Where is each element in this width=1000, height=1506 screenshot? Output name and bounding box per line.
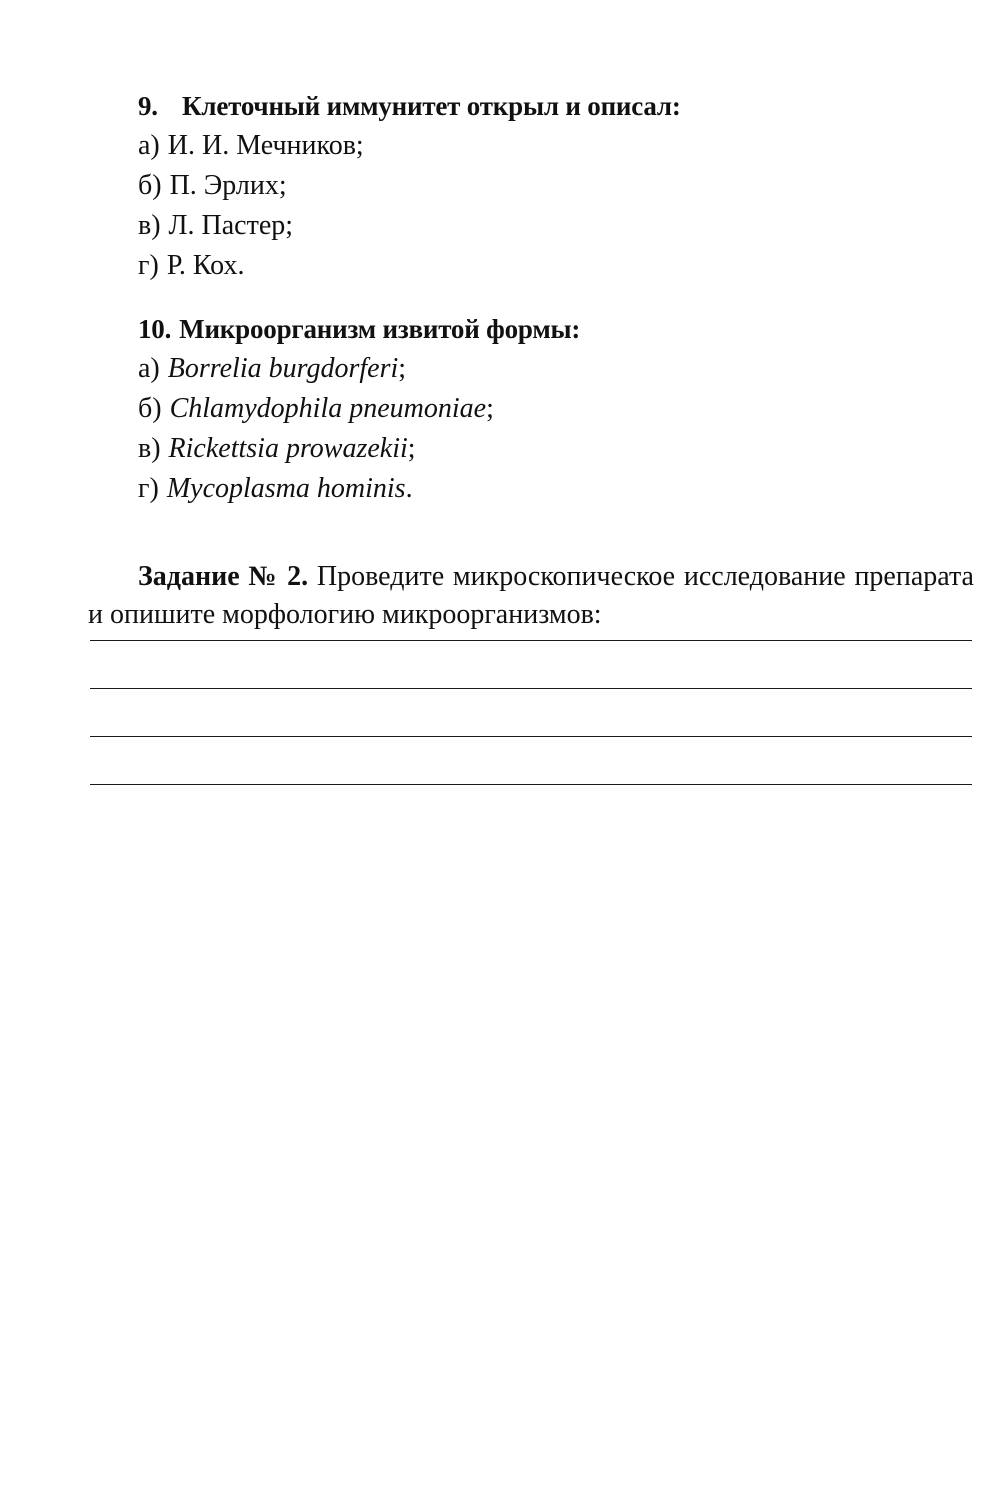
option-text: Р. Кох — [166, 250, 238, 281]
option-marker: г) — [138, 473, 159, 504]
option-marker: а) — [138, 130, 160, 161]
option-marker: г) — [138, 250, 159, 281]
answer-option-d — [138, 469, 978, 509]
option-text: Л. Пастер — [168, 210, 286, 241]
question-text: Микроорганизм извитой формы: — [179, 314, 581, 344]
answer-line — [90, 640, 972, 641]
answer-options — [138, 126, 978, 286]
option-text: Rickettsia prowazekii — [168, 433, 408, 464]
option-text: П. Эрлих — [169, 170, 279, 201]
option-punct: ; — [278, 170, 287, 201]
option-marker: а) — [138, 353, 160, 384]
answer-option-a — [138, 349, 978, 389]
answer-options — [138, 349, 978, 509]
question-text: Клеточный иммунитет открыл и описал: — [182, 91, 681, 121]
question-title — [138, 86, 978, 126]
option-marker: в) — [138, 433, 161, 464]
option-marker: б) — [138, 170, 162, 201]
answer-option-d — [138, 246, 978, 286]
option-marker: в) — [138, 210, 161, 241]
question-title — [138, 309, 978, 349]
answer-line — [90, 736, 972, 737]
option-marker: б) — [138, 393, 162, 424]
answer-option-a — [138, 126, 978, 166]
option-punct: . — [405, 473, 413, 504]
answer-option-c — [138, 206, 978, 246]
option-text: Mycoplasma hominis — [166, 473, 406, 504]
answer-option-b — [138, 389, 978, 429]
task-text: Проведите микроскопическое исследование препарата и опишите морфологию микроорганизмов: — [88, 561, 974, 630]
question-number: 9. — [138, 91, 158, 121]
question-9 — [138, 86, 978, 286]
question-10 — [138, 309, 978, 509]
option-punct: ; — [285, 210, 294, 241]
question-number: 10. — [138, 314, 172, 344]
option-text: Chlamydophila pneumoniae — [169, 393, 487, 424]
option-text: И. И. Мечников — [167, 130, 356, 161]
answer-line — [90, 688, 972, 689]
task-label: Задание № 2. — [138, 561, 309, 592]
option-punct: ; — [398, 353, 407, 384]
answer-lines — [90, 640, 972, 832]
option-punct: ; — [407, 433, 416, 464]
option-punct: ; — [486, 393, 494, 424]
answer-line — [90, 784, 972, 785]
task-2 — [88, 558, 974, 634]
answer-option-b — [138, 166, 978, 206]
option-punct: ; — [355, 130, 364, 161]
answer-option-c — [138, 429, 978, 469]
option-text: Borrelia burgdorferi — [167, 353, 399, 384]
option-punct: . — [237, 250, 245, 281]
